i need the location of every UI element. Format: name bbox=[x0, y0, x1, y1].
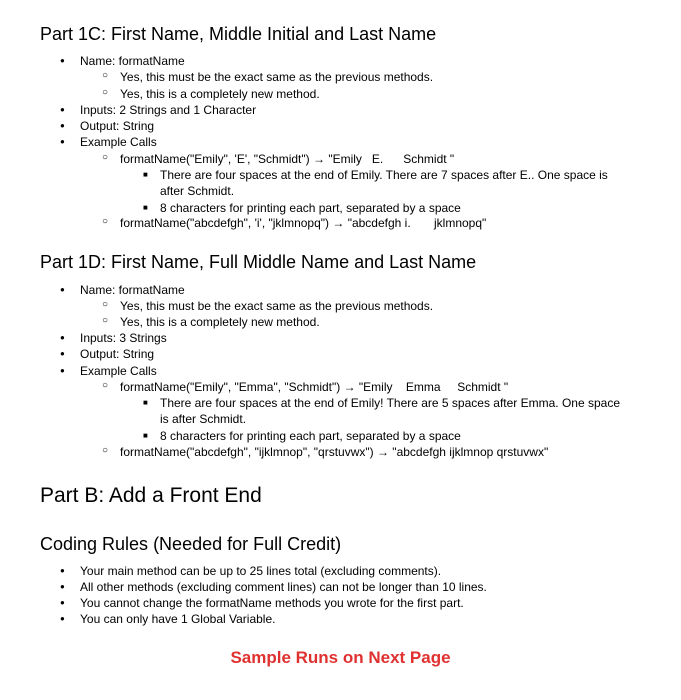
rule-item: ● All other methods (excluding comment lines) can not be longer than 10 lines. bbox=[80, 579, 487, 595]
part-1d-option-1: ○ Yes, this must be the exact same as the previous methods. bbox=[120, 298, 433, 314]
part-1d-example-calls: ● Example Calls bbox=[80, 363, 157, 379]
part-1c-call-1: ○ formatName("Emily", 'E', "Schmidt") → "Emily E. Schmidt " bbox=[120, 151, 454, 167]
part-1c-note-1: ■ There are four spaces at the end of Emily. There are 7 spaces after E.. One space is bbox=[160, 167, 608, 183]
part-1c-output: ● Output: String bbox=[80, 118, 154, 134]
part-1c-name: ● Name: formatName bbox=[80, 53, 185, 69]
rule-item: ● You can only have 1 Global Variable. bbox=[80, 611, 275, 627]
part-1d-inputs: ● Inputs: 3 Strings bbox=[80, 330, 167, 346]
part-1c-inputs: ● Inputs: 2 Strings and 1 Character bbox=[80, 102, 256, 118]
coding-rules-heading: Coding Rules (Needed for Full Credit) bbox=[40, 534, 342, 554]
sample-runs-note: Sample Runs on Next Page bbox=[230, 648, 451, 667]
part-1d-option-2: ○ Yes, this is a completely new method. bbox=[120, 314, 320, 330]
part-1d-output: ● Output: String bbox=[80, 346, 154, 362]
part-1d-note-1: ■ There are four spaces at the end of Emily! There are 5 spaces after Emma. One space bbox=[160, 395, 620, 411]
part-1d-heading: Part 1D: First Name, Full Middle Name and Last Name bbox=[40, 252, 477, 272]
part-1d-note-2: ■ 8 characters for printing each part, separated by a space bbox=[160, 428, 461, 444]
part-1d-note-1-cont: is after Schmidt. bbox=[160, 412, 247, 426]
rule-item: ● You cannot change the formatName methods you wrote for the first part. bbox=[80, 595, 464, 611]
part-1c-option-2: ○ Yes, this is a completely new method. bbox=[120, 86, 320, 102]
part-1d-call-1: ○ formatName("Emily", "Emma", "Schmidt") → "Emily Emma Schmidt " bbox=[120, 379, 508, 395]
part-1c-example-calls: ● Example Calls bbox=[80, 134, 157, 150]
part-b-heading: Part B: Add a Front End bbox=[40, 484, 262, 507]
part-1c-note-1-cont: after Schmidt. bbox=[160, 184, 235, 198]
part-1c-note-2: ■ 8 characters for printing each part, separated by a space bbox=[160, 200, 461, 216]
part-1c-option-1: ○ Yes, this must be the exact same as the previous methods. bbox=[120, 69, 433, 85]
part-1c-call-2: ○ formatName("abcdefgh", 'i', "jklmnopq") → "abcdefgh i. jklmnopq" bbox=[120, 215, 486, 231]
part-1d-call-2: ○ formatName("abcdefgh", "ijklmnop", "qrstuvwx") → "abcdefgh ijklmnop qrstuvwx" bbox=[120, 444, 548, 460]
rule-item: ● Your main method can be up to 25 lines total (excluding comments). bbox=[80, 563, 441, 579]
part-1d-name: ● Name: formatName bbox=[80, 282, 185, 298]
part-1c-heading: Part 1C: First Name, Middle Initial and Last Name bbox=[40, 24, 437, 44]
